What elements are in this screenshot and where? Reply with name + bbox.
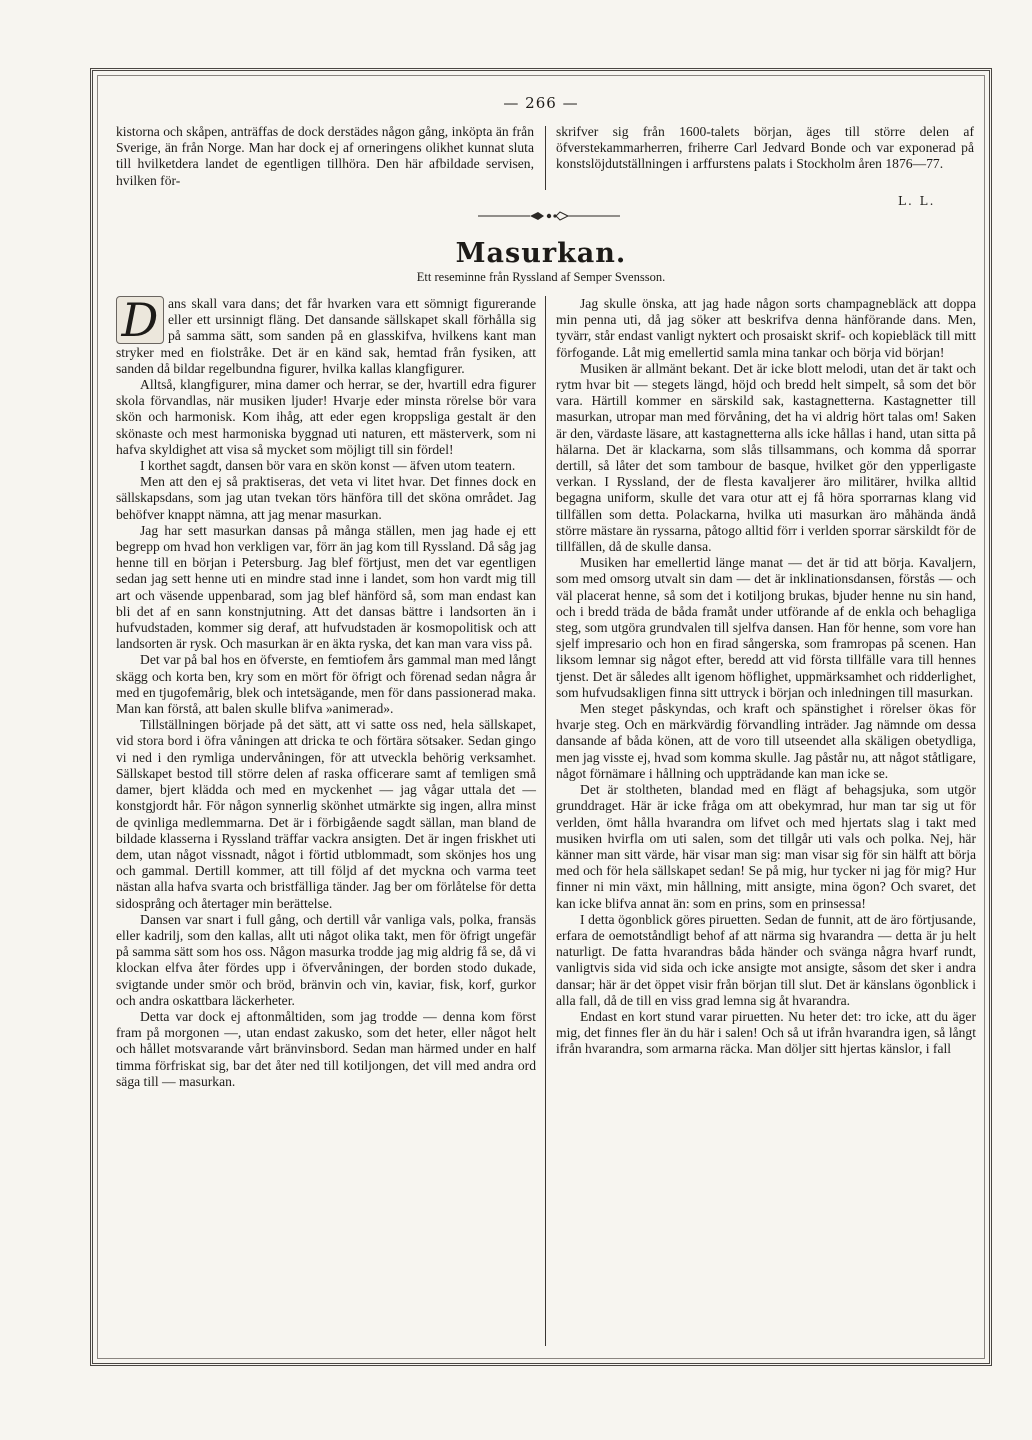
signature: L. L. [898,194,936,208]
paragraph: Det var på bal hos en öfverste, en femtiofem års gammal man med långt skägg och korta ben, kry som en mört för öfrigt och förenad sedan några år med en tjugofemårig, blek och intetsägande, men för dans passionerad maka. Man kan förstå, att balen skulle blifva »animerad». [116,652,536,717]
paragraph: Jag har sett masurkan dansas på många ställen, men jag hade ej ett begrepp om hvad hon verkligen var, förr än jag kom till Ryssland. Då såg jag henne till en början i Petersburg. Jag blef förtjust, men det var egentligen sedan jag sett henne uti en mindre stad inne i landet, som hon vardt mig till art och väsende uppenbarad, som jag blef hänförd så, som man endast kan bli det af en sann konstnjutning. Att det dansas bättre i landsorten än i hufvudstaden, kommer sig deraf, att hufvudstaden är kosmopolitisk och att landsorten är rysk. Och masurkan är en äkta ryska, det kan man vara viss på. [116,522,536,652]
top-left-column [116,124,534,189]
page-number: — 266 — [503,94,579,112]
paragraph: Men att den ej så praktiseras, det veta vi litet hvar. Det finnes dock en sällskapsdans, som jag utan tvekan törs hänföra till det sköna området. Jag behöfver knappt nämna, att jag menar masurkan. [116,474,536,522]
top-right-column [556,124,974,173]
article-subtitle: Ett reseminne från Ryssland af Semper Svensson. [416,270,666,284]
ornament-divider-icon [478,208,620,224]
paragraph: Tillställningen började på det sätt, att vi satte oss ned, hela sällskapet, vid stora bord i öfra våningen att dricka te och förtära sötsaker. Sedan gingo vi ned i den rymliga undervåningen, för att utveckla behörig verksamhet. Sällskapet bestod till större delen af raska officerare samt af temligen små damer, bjert klädda och med en myckenhet — jag vågar uttala det — konstgjordt hår. För någon synnerlig skönhet utmärkte sig ingen, allra minst de qvinliga medlemmarna. Det är i förbigående sagdt sällan, man bland de bildade klasserna i Ryssland träffar vackra ansigten. Det är ingen friskhet uti dem, utan något vissnadt, något i förtid utblommadt, som skönjes hos ung och gammal. Dertill kommer, att till följd af det myckna och varma teet nästan alla hafva svarta och bristfälliga tänder. Jag ber om förlåtelse för detta sidosprång och återtager min berättelse. [116,717,536,911]
dropcap-initial: D [116,296,164,344]
paragraph: Men steget påskyndas, och kraft och spänstighet i rörelser ökas för hvarje steg. Och en märkvärdig förvandling inträder. Jag nämnde om dessa dansande af båda könen, att de voro till utseendet alla skäligen obetydliga, men jag visste ej, hvad som komma skulle. Jag påstår nu, att något ståtligare, något förnämare i hållning och uppträdande kan man icke se. [556,701,976,781]
paragraph: Dansen var snart i full gång, och dertill vår vanliga vals, polka, fransäs eller kadrilj, som den kallas, allt uti något olika takt, men för öfrigt ungefär på samma sätt som hos oss. Någon masurka trodde jag mig aldrig få se, då vi klockan elfva åter fördes upp i öfvervåningen, der borden stodo dukade, svigtande under smör och bröd, bränvin och vin, kaviar, fisk, korf, gurkor och andra oskattbara läckerheter. [116,911,536,1008]
body-column-divider [545,296,546,1346]
paragraph: Detta var dock ej aftonmåltiden, som jag trodde — denna kom först fram på morgonen —, utan endast zakusko, som det heter, eller något helt och hållet motsvarande vårt bränvinsbord. Sedan man härmed under en half timma förfriskat sig, bar det åter ned till kotiljongen, det vill med andra ord säga till — masurkan. [116,1008,536,1089]
article-left-column [116,293,536,1090]
top-right-paragraph: skrifver sig från 1600-talets början, äges till större delen af öfverstekammarherren, friherre Carl Jedvard Bonde och var exponerad på konstslöjdutställningen i arffurstens palats i Stockholm åren 1876—77. [556,124,974,172]
paragraph: Alltså, klangfigurer, mina damer och herrar, se der, hvartill edra figurer skola förvandlas, när musiken ljuder! Hvarje eder minsta rörelse bör vara skön och harmonisk. Kom ihåg, att eder egen kroppsliga gestalt är den skönaste och mest harmoniska byggnad uti naturen, ett mästerverk, som ni hafva skyldighet att visa så mycket som möjligt till sin fördel! [116,377,536,457]
paragraph-text: ans skall vara dans; det får hvarken vara ett sömnigt figurerande eller ett ursinnigt fläng. Det dansande sällskapet skall förhålla sig på samma sätt, som sanden på en glasskifva, hvilkens kant man stryker med en fiolstråke. Det är en känd sak, hemtad från fysiken, att sanden då bildar regelbundna figurer, hvilka kallas klangfigurer. [116,296,536,376]
article-right-column [556,296,976,1058]
paragraph: Musiken har emellertid länge manat — det är tid att börja. Kavaljern, som med omsorg utvalt sin dam — det är inklinationsdansen, förstås — och väl placerat henne, så som det i kotiljong brukas, bjuder henne nu sin hand, och i bredd träda de båda framåt under utförande af de enkla och behagliga steg, som utgöra grundvalen till sjelfva dansen. Han för henne, som vore han sjelf impresario och hon en firad sångerska, som framropas på scenen. Han liksom lemnar sig något efter, beredd att vid första tillfälle vara till hennes tjenst. Det är således allt igenom höflighet, uppmärksamhet och ridderlighet, som hufvudsakligen finna sitt uttryck i början och inledningen till masurkan. [556,555,976,700]
paragraph: I korthet sagdt, dansen bör vara en skön konst — äfven utom teatern. [140,458,516,474]
top-left-paragraph: kistorna och skåpen, anträffas de dock derstädes någon gång, inköpta än från Sverige, än från Norge. Man har dock ej af orneringens olikhet kunnat sluta till hvilketdera landet de egentligen tillhöra. Den här afbildade servisen, hvilken för- [116,124,534,188]
paragraph: Det är stoltheten, blandad med en flägt af behagsjuka, som utgör grunddraget. Här är icke fråga om att obekymrad, hur man tar sig ut för verlden, ömt hålla hvarandra om lifvet och med hjertats slag i takt med musiken hvirfla om uti salen, som det tillgår uti vals och polka. Nej, här känner man sitt värde, här visar man sig: man visar sig för sin hälft att börja med och för hela sällskapet sedan! Se på mig, hur tycker ni jag för mig? Hur finner ni min växt, min hållning, mitt ansigte, mina ögon? Och svaret, det kan icke blifva annat än: som en prins, som en prinsessa! [556,782,976,911]
paragraph: I detta ögonblick göres piruetten. Sedan de funnit, att de äro förtjusande, erfara de oemotståndligt behof af att närma sig hvarandra — detta är ju helt naturligt. De fatta hvarandras båda händer och svänga några hvarf rundt, vanligtvis sida vid sida och icke ansigte mot ansigte, såsom det sker i andra dansar; här är det öppet visir från början till slut. Det är känslans ögonblick i alla fall, då de till en viss grad lemna sig åt hvarandra. [556,911,976,1008]
top-column-divider [545,126,546,190]
paragraph: Musiken är allmänt bekant. Det är icke blott melodi, utan det är takt och rytm hvar bit — stegets längd, höjd och bredd helt simpelt, så som det bör vara. Härtill kommer en särskild sak, kastagnetterna. Kastagnetter till masurkan, utropar man med förvåning, det ha vi aldrig hört talas om! Saken är den, värdaste läsare, att kastagnetterna alls icke hållas i hand, utan sitta på hälarna. Det är klackarna, som slås tillsammans, och komma då sporrar dertill, så låter det som tambour de basque, hvilket gör den ypperligaste verkan. I Ryssland, der de flesta kavaljerer äro militärer, hvilka alltid begagna uniform, skulle det vara otur att ej få höra sporrarnas klang vid tillfällen som detta. Polackarna, hvilka uti masurkan äro måhända ändå större mästare än ryssarna, påtogo alltid förr i verlden sporrar särskildt för de tillfällen, då de skulle dansa. [556,360,976,555]
page-frame [90,68,992,1366]
paragraph: Jag skulle önska, att jag hade någon sorts champagnebläck att doppa min penna uti, då jag söker att beskrifva denna hänförande dans. Men, tyvärr, står endast vanligt nyktert och prosaiskt skrif- och kopiebläck till mitt förfogande. Låt mig emellertid samla mina tankar och börja vid början! [556,296,976,360]
article-title: Masurkan. [455,238,627,269]
paragraph: Endast en kort stund varar piruetten. Nu heter det: tro icke, att du äger mig, det finnes fler än du här i salen! Och så ut ifrån hvarandra igen, så långt ifrån hvarandra, som armarna räcka. Man döljer sitt hjertas känslor, i fall [556,1008,976,1057]
paragraph [116,293,536,377]
page-inner-border [97,75,985,1359]
